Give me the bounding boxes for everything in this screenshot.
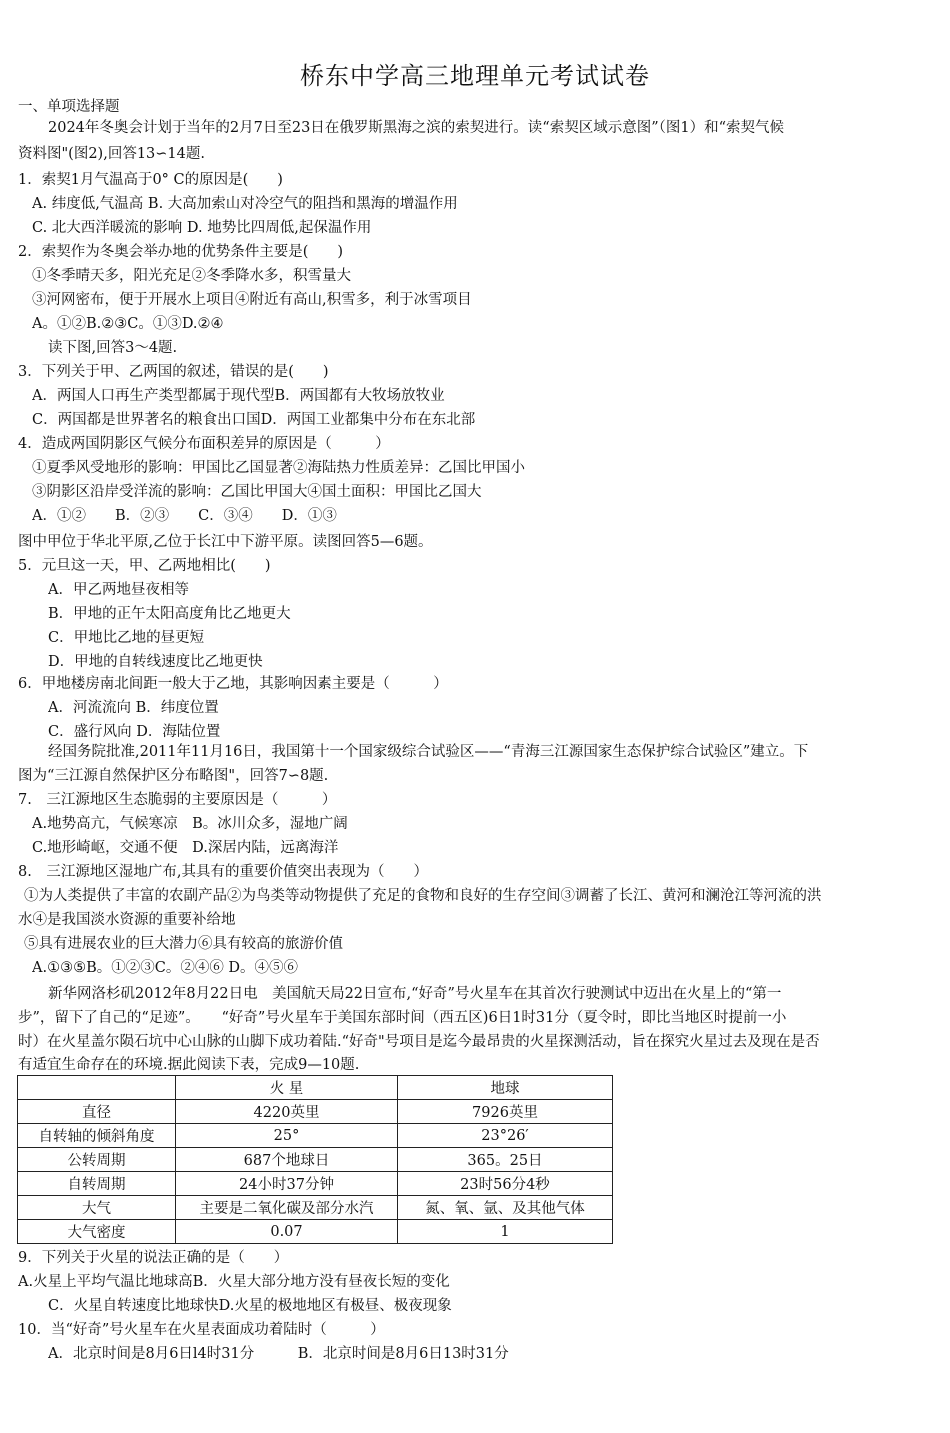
option-line: ⑤具有进展农业的巨大潜力⑥具有较高的旅游价值 xyxy=(24,936,343,952)
passage-line: 图中甲位于华北平原,乙位于长江中下游平原。读图回答5—6题。 xyxy=(18,534,433,550)
table-row xyxy=(18,1172,613,1196)
table-cell: 7926英里 xyxy=(398,1100,613,1124)
passage-line: 读下图,回答3～4题. xyxy=(48,340,178,356)
table-header-cell: 火 星 xyxy=(176,1076,398,1100)
option-line: A．北京时间是8月6日l4时31分 B．北京时间是8月6日13时31分 xyxy=(48,1346,509,1362)
table-cell: 大气密度 xyxy=(18,1220,176,1244)
option-line: C．盛行风向 D．海陆位置 xyxy=(48,724,221,740)
question-6: 6．甲地楼房南北间距一般大于乙地，其影响因素主要是（ ） xyxy=(18,676,448,692)
option-line: ①为人类提供了丰富的农副产品②为鸟类等动物提供了充足的食物和良好的生存空间③调蓄了长江、黄河和澜沧江等河流的洪 xyxy=(24,888,822,904)
question-1: 1．索契1月气温高于0° C的原因是( ) xyxy=(18,172,283,188)
option-line: D．甲地的自转线速度比乙地更快 xyxy=(48,654,263,670)
option-line: ①冬季晴天多，阳光充足②冬季降水多，积雪量大 xyxy=(32,268,351,284)
passage-line: 图为“三江源自然保护区分布略图"，回答7∽8题. xyxy=(18,768,329,784)
option-line: C．两国都是世界著名的粮食出口国D．两国工业都集中分布在东北部 xyxy=(32,412,476,428)
table-cell: 24小时37分钟 xyxy=(176,1172,398,1196)
option-line: C. 北大西洋暖流的影响 D. 地势比四周低,起保温作用 xyxy=(32,220,372,236)
table-cell: 687个地球日 xyxy=(176,1148,398,1172)
option-line: ①夏季风受地形的影响：甲国比乙国显著②海陆热力性质差异：乙国比甲国小 xyxy=(32,460,525,476)
option-line: B．甲地的正午太阳高度角比乙地更大 xyxy=(48,606,291,622)
table-cell: 直径 xyxy=(18,1100,176,1124)
question-3: 3．下列关于甲、乙两国的叙述，错误的是( ) xyxy=(18,364,329,380)
option-line: A．河流流向 B．纬度位置 xyxy=(48,700,219,716)
table-row xyxy=(18,1196,613,1220)
table-row xyxy=(18,1148,613,1172)
option-line: C.地形崎岖，交通不便 D.深居内陆，远离海洋 xyxy=(32,840,339,856)
option-line: A.地势高亢，气候寒凉 B。冰川众多，湿地广阔 xyxy=(32,816,348,832)
table-cell: 主要是二氧化碳及部分水汽 xyxy=(176,1196,398,1220)
table-cell: 4220英里 xyxy=(176,1100,398,1124)
mars-earth-table xyxy=(17,1075,613,1244)
table-cell: 大气 xyxy=(18,1196,176,1220)
question-4: 4．造成两国阴影区气候分布面积差异的原因是（ ） xyxy=(18,436,390,452)
option-line: A。①②B.②③C。①③D.②④ xyxy=(32,316,224,332)
table-row xyxy=(18,1100,613,1124)
table-header-cell xyxy=(18,1076,176,1100)
option-line: A.火星上平均气温比地球高B．火星大部分地方没有昼夜长短的变化 xyxy=(18,1274,450,1290)
table-header-row xyxy=(18,1076,613,1100)
option-line: ③河网密布，便于开展水上项目④附近有高山,积雪多，利于冰雪项目 xyxy=(32,292,472,308)
table-cell: 1 xyxy=(398,1220,613,1244)
passage-line: 经国务院批准,2011年11月16日，我国第十一个国家级综合试验区——“青海三江源国家生态保护综合试验区”建立。下 xyxy=(48,744,809,760)
table-row xyxy=(18,1124,613,1148)
passage-line: 资料图"(图2),回答13∽14题. xyxy=(18,146,205,162)
passage-line: 时）在火星盖尔陨石坑中心山脉的山脚下成功着陆.“好奇"号项目是迄今最昂贵的火星探测活动，旨在探究火星过去及现在是否 xyxy=(18,1034,820,1050)
question-2: 2．索契作为冬奥会举办地的优势条件主要是( ) xyxy=(18,244,344,260)
table-cell: 公转周期 xyxy=(18,1148,176,1172)
option-line: A．①② B．②③ C．③④ D．①③ xyxy=(32,508,337,524)
table-cell: 365。25日 xyxy=(398,1148,613,1172)
option-line: 水④是我国淡水资源的重要补给地 xyxy=(18,912,236,928)
option-line: C．火星自转速度比地球快D.火星的极地地区有极昼、极夜现象 xyxy=(48,1298,452,1314)
question-5: 5．元旦这一天，甲、乙两地相比( ) xyxy=(18,558,271,574)
table-cell: 23时56分4秒 xyxy=(398,1172,613,1196)
section-heading: 一、单项选择题 xyxy=(18,99,120,115)
question-10: 10．当“好奇”号火星车在火星表面成功着陆时（ ） xyxy=(18,1322,385,1338)
option-line: C．甲地比乙地的昼更短 xyxy=(48,630,205,646)
table-cell: 23°26′ xyxy=(398,1124,613,1148)
table-cell: 25° xyxy=(176,1124,398,1148)
question-7: 7. 三江源地区生态脆弱的主要原因是（ ） xyxy=(18,792,337,808)
table-row xyxy=(18,1220,613,1244)
passage-line: 新华网洛杉矶2012年8月22日电 美国航天局22日宣布,“好奇”号火星车在其首次行驶测试中迈出在火星上的“第一 xyxy=(48,986,782,1002)
option-line: ③阴影区沿岸受洋流的影响：乙国比甲国大④国土面积：甲国比乙国大 xyxy=(32,484,482,500)
option-line: A. 纬度低,气温高 B. 大高加索山对冷空气的阻挡和黑海的增温作用 xyxy=(32,196,458,212)
table-header-cell: 地球 xyxy=(398,1076,613,1100)
question-8: 8. 三江源地区湿地广布,其具有的重要价值突出表现为（ ） xyxy=(18,864,428,880)
question-9: 9．下列关于火星的说法正确的是（ ） xyxy=(18,1250,289,1266)
table-cell: 自转周期 xyxy=(18,1172,176,1196)
passage-line: 步”，留下了自己的“足迹”。 “好奇”号火星车于美国东部时间（西五区)6日1时31分（夏令时，即比当地区时提前一小 xyxy=(18,1010,787,1026)
option-line: A．甲乙两地昼夜相等 xyxy=(48,582,189,598)
option-line: A.①③⑤B。①②③C。②④⑥ D。④⑤⑥ xyxy=(32,960,299,976)
passage-line: 有适宜生命存在的环境.据此阅读下表，完成9—10题. xyxy=(18,1057,360,1073)
passage-line: 2024年冬奥会计划于当年的2月7日至23日在俄罗斯黑海之滨的索契进行。读“索契区域示意图”（图1）和“索契气候 xyxy=(48,120,785,136)
page-title: 桥东中学高三地理单元考试试卷 xyxy=(300,62,650,90)
table-cell: 氮、氧、氩、及其他气体 xyxy=(398,1196,613,1220)
table-cell: 自转轴的倾斜角度 xyxy=(18,1124,176,1148)
option-line: A．两国人口再生产类型都属于现代型B．两国都有大牧场放牧业 xyxy=(32,388,445,404)
table-cell: 0.07 xyxy=(176,1220,398,1244)
